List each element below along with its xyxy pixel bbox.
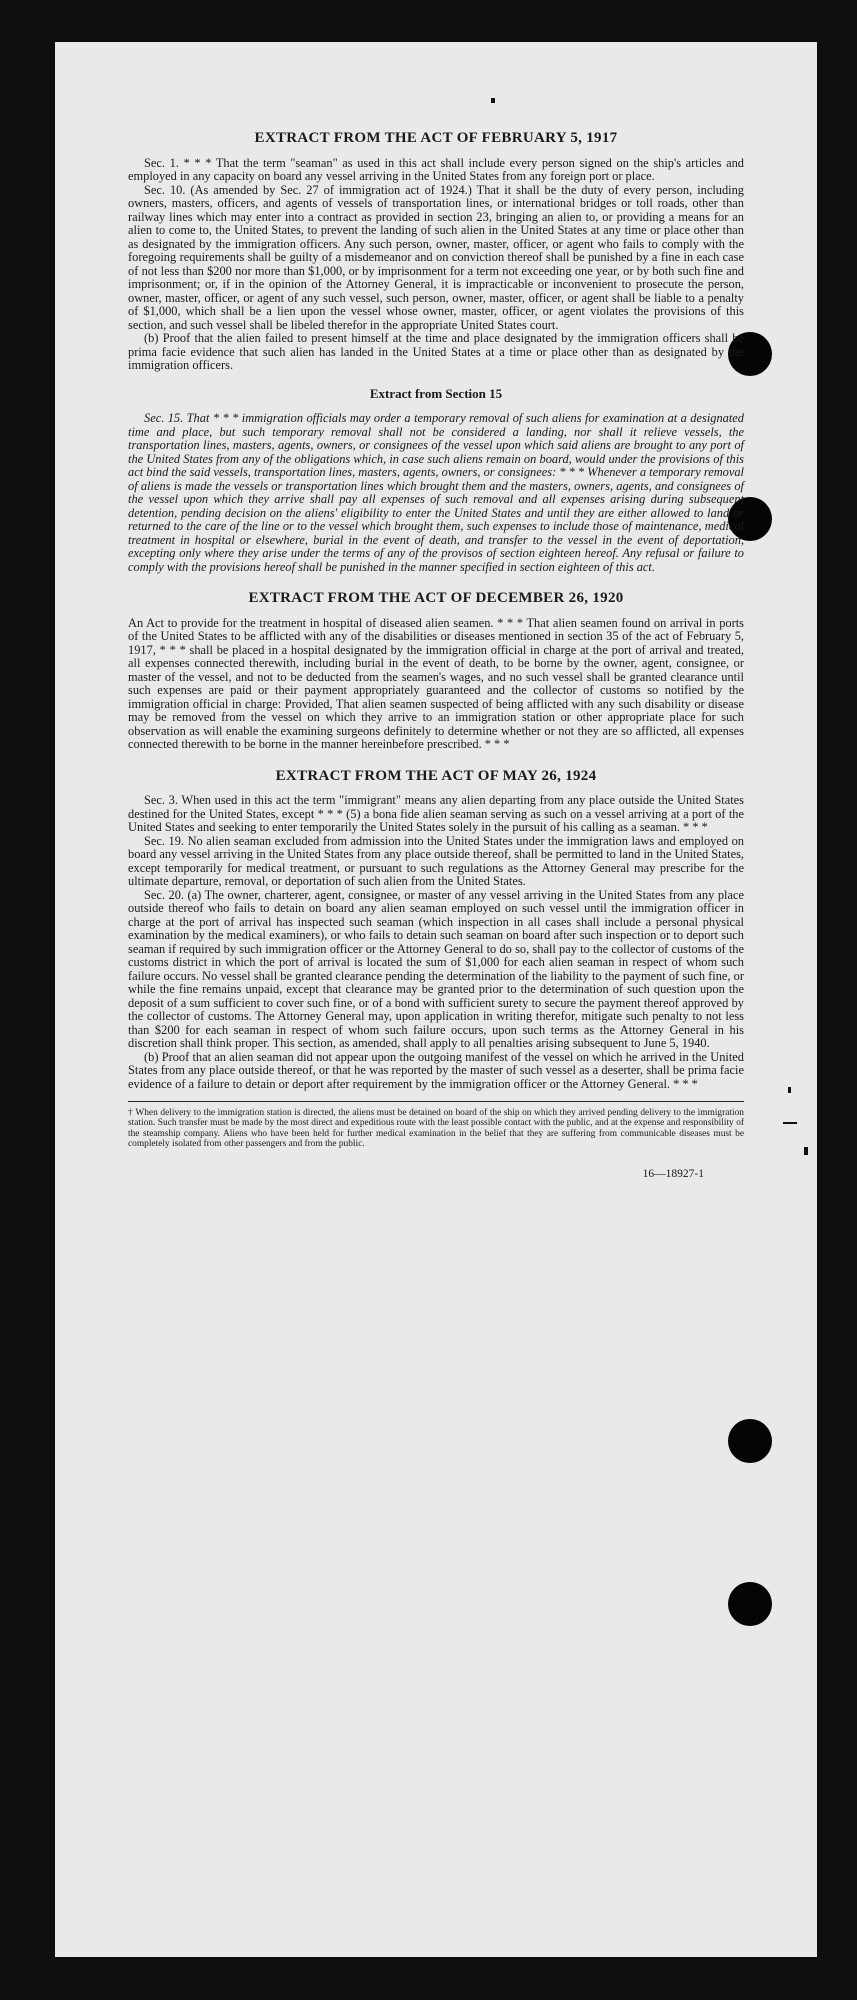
footnote: † When delivery to the immigration station is directed, the aliens must be detained on board of the ship on which they arrived pending delivery to the immigration station. Such transfer must be made by the most direct and expeditious route with the least possible contact with the public, and at the expense and responsibility of the steamship company. Aliens who have been held for further medical examination in the belief that they are suffering from communicable diseases must be completely isolated from other passengers and from the public. (128, 1108, 744, 1150)
section-19-paragraph: Sec. 19. No alien seaman excluded from admission into the United States under the immigration laws and employed on board any vessel arriving in the United States from any place outside thereof, shall be permitted to land in the United States, except temporarily for medical treatment, or pursuant to such regulations as the Attorney General may prescribe for the ultimate departure, removal, or deportation of such alien from the United States. (128, 833, 744, 888)
section-20b-paragraph: (b) Proof that an alien seaman did not appear upon the outgoing manifest of the vessel on which he arrived in the United States from any place outside thereof, or that he was reported by the master of such vessel as a deserter, shall be prima facie evidence of a failure to detain or deport after requirement by the immigration officer or the Attorney General. * * * (128, 1049, 744, 1091)
form-number: 16—18927-1 (642, 1167, 704, 1180)
subheading-section-15: Extract from Section 15 (369, 385, 503, 401)
speck-mark (491, 98, 495, 103)
heading-act-1917: EXTRACT FROM THE ACT OF FEBRUARY 5, 1917 (254, 130, 618, 146)
speck-mark (783, 1122, 797, 1124)
section-3-paragraph: Sec. 3. When used in this act the term "immigrant" means any alien departing from any place outside the United States destined for the United States, except * * * (5) a bona fide alien seaman serving as such on a vessel arriving at a port of the United States and seeking to enter temporarily the United States solely in the pursuit of his calling as a seaman. * * * (128, 793, 744, 834)
act-1920-paragraph: An Act to provide for the treatment in hospital of diseased alien seamen. * * * That alien seamen found on arrival in ports of the United States to be afflicted with any of the disabilities or diseases mentioned in section 35 of the act of February 5, 1917, * * * shall be placed in a hospital designated by the immigration official in charge at the port of arrival and treated, all expenses connected therewith, including burial in the event of death, to be borne by the owner, agent, consignee, or master of the vessel, and not to be deducted from the seamen's wages, and no such vessel shall be granted clearance until such expenses are paid or their payment appropriately guaranteed and the collector of customs so notified by the immigration official in charge: Provided, That alien seamen suspected of being afflicted with any such disability or disease may be removed from the vessel on which they arrive to an immigration station or other appropriate place for such observation as will enable the examining surgeons definitely to determine whether or not they are so afflicted, all expenses connected therewith to be borne in the manner hereinbefore prescribed. * * * (128, 615, 744, 751)
heading-act-1924: EXTRACT FROM THE ACT OF MAY 26, 1924 (275, 767, 597, 784)
punch-hole (728, 1419, 772, 1463)
speck-mark (788, 1087, 791, 1093)
section-20a-paragraph: Sec. 20. (a) The owner, charterer, agent, consignee, or master of any vessel arriving in the United States from any place outside thereof who fails to detain on board any alien seaman employed on such vessel until the immigration officer in charge at the port of arrival has inspected such seaman (which inspection in all cases shall include a personal physical examination by the medical examiners), or who fails to detain such seaman on board after such inspection or to deport such seaman if required by such immigration officer or the Attorney General to do so, shall pay to the collector of customs of the customs district in which the port of arrival is located the sum of $1,000 for each alien seaman in respect of whom such failure occurs. No vessel shall be granted clearance pending the determination of the liability to the payment of such fine, or while the fine remains unpaid, except that clearance may be granted prior to the determination of such question upon the deposit of a sum sufficient to cover such fine, or of a bond with sufficient surety to secure the payment thereof approved by the collector of customs. The Attorney General may, upon application in writing therefor, mitigate such penalty to not less than $200 for each seaman in respect of whom such failure occurs, upon such terms as the Attorney General in his discretion shall think proper. This section, as amended, shall apply to all penalties arising subsequent to June 5, 1940. (128, 887, 744, 1050)
section-15-paragraph: Sec. 15. That * * * immigration officials may order a temporary removal of such aliens for examination at a designated time and place, but such temporary removal shall not be considered a landing, nor shall it relieve vessels, the transportation lines, masters, agents, owners, or consignees of the vessel upon which said aliens are brought to any port of the United States from any of the obligations which, in case such aliens remain on board, would under the provisions of this act bind the said vessels, transportation lines, masters, agents, owners, or consignees: * * * Whenever a temporary removal of aliens is made the vessels or transportation lines which brought them and the masters, owners, agents, and consignees of the vessel upon which they arrive shall pay all expenses of such removal and all expenses arising during subsequent detention, pending decision on the aliens' eligibility to enter the United States and until they are either allowed to land or returned to the care of the line or to the vessel which brought them, such expenses to include those of maintenance, medical treatment in hospital or elsewhere, burial in the event of death, and transfer to the vessel in the event of deportation, excepting only where they arise under the terms of any of the provisos of section eighteen hereof. Any refusal or failure to comply with the provisions hereof shall be punished in the manner specified in section eighteen of this act. (128, 411, 744, 574)
punch-hole (728, 1582, 772, 1626)
section-10b-paragraph: (b) Proof that the alien failed to present himself at the time and place designated by the immigration officers shall be prima facie evidence that such alien has landed in the United States at a time or place other than as designated by the immigration officers. (128, 331, 744, 372)
section-10-paragraph: Sec. 10. (As amended by Sec. 27 of immigration act of 1924.) That it shall be the duty of every person, including owners, masters, officers, and agents of vessels of transportation lines, or international bridges or toll roads, other than railway lines which may enter into a contract as provided in section 23, bringing an alien to, or providing a means for an alien to come to, the United States, to prevent the landing of such alien in the United States at any time or place other than as designated by the immigration officers. Any such person, owner, master, officer, or agent who fails to comply with the foregoing requirements shall be guilty of a misdemeanor and on conviction thereof shall be punished by a fine in each case of not less than $200 nor more than $1,000, or by imprisonment for a term not exceeding one year, or by both such fine and imprisonment; or, if in the opinion of the Attorney General, it is impracticable or inconvenient to prosecute the person, owner, master, officer, or agent of any such vessel, such person, owner, master, officer, or agent shall be liable to a penalty of $1,000, which shall be a lien upon the vessel whose owner, master, officer, or agent violates the provisions of this section, and such vessel shall be libeled therefor in the appropriate United States court. (128, 182, 744, 332)
section-1-paragraph: Sec. 1. * * * That the term "seaman" as used in this act shall include every person signed on the ship's articles and employed in any capacity on board any vessel arriving in the United States from any foreign port or place. (128, 155, 744, 183)
footnote-divider (128, 1101, 744, 1102)
heading-act-1920: EXTRACT FROM THE ACT OF DECEMBER 26, 1920 (248, 590, 624, 606)
document-body (128, 132, 744, 1181)
speck-mark (804, 1147, 808, 1155)
